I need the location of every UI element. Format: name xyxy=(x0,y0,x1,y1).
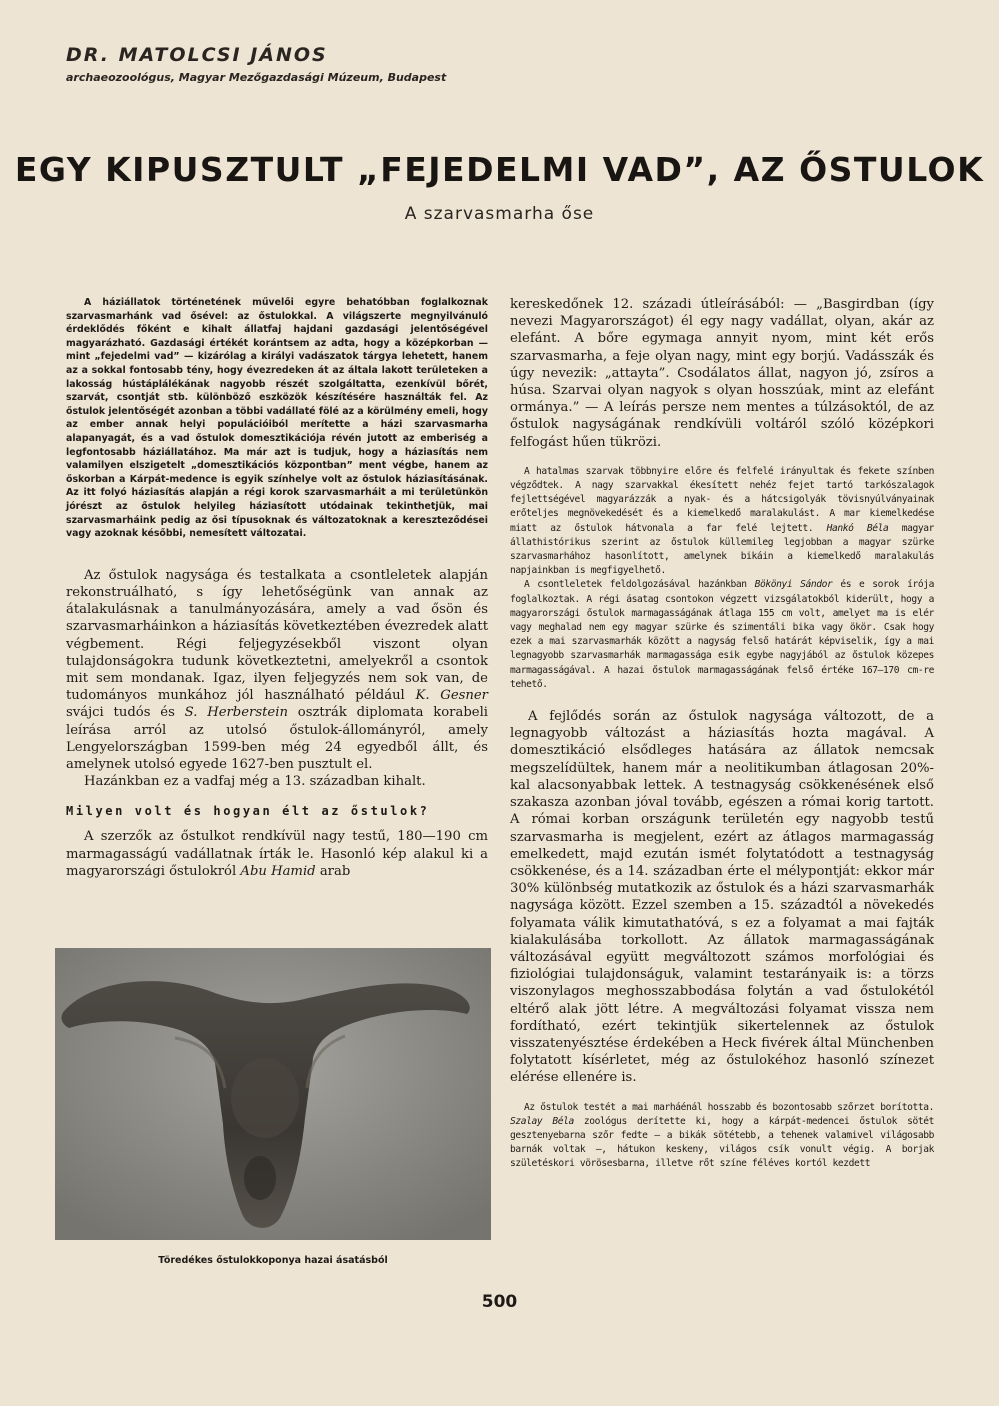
article-title: EGY KIPUSZTULT „FEJEDELMI VAD”, AZ ŐSTULOK xyxy=(14,150,985,189)
body-paragraph: Hazánkban ez a vadfaj még a 13. században kihalt. xyxy=(84,774,426,790)
body-paragraph xyxy=(66,828,488,880)
body-paragraph xyxy=(66,567,488,773)
right-column xyxy=(510,296,934,1172)
person-name: K. Gesner xyxy=(415,688,488,704)
paragraph-text: zoológus derítette ki, hogy a kárpát-medencei őstulok sötét gesztenyebarna szőr fedte — a bikák sötétebb, a tehenek valamivel világosabb barnák voltak —, hátukon keskeny, világos csík vonult végig. A borjak születéskori vörösesbarna, illetve rőt színe féléves kortól kezdett xyxy=(510,1115,934,1170)
paragraph-text: osztrák diplomata korabeli leírása arról az utolsó őstulok-állományról, amely Lengyelországban 1599-ben még 24 egyedből állt, és amelynek utolsó egyede 1627-ben pusztult el. xyxy=(66,705,488,772)
left-column xyxy=(66,296,488,880)
paragraph-text: Az őstulok testét a mai marháénál hosszabb és bozontosabb szőrzet borította. xyxy=(524,1101,934,1113)
paragraph-text: A hatalmas szarvak többnyire előre és felfelé irányultak és fekete színben végződtek. A nagy szarvakkal ékesített nehéz fejet tartó tarkószalagok fejlettségével magyarázzák a nyak- és a hátcsigolyák tövisnyúlványainak erőteljes megnövekedését és a kiemelkedő maralakulást. A mar kiemelkedése miatt az őstulok hátvonala a far felé lejtett. xyxy=(510,465,934,534)
article-subtitle: A szarvasmarha őse xyxy=(404,204,595,224)
body-paragraph: kereskedőnek 12. századi útleírásából: — „Basgirdban (így nevezi Magyarországot) él egy nagy vadállat, olyan, akár az elefánt. A bőre egymaga annyit nyom, mint két erős szarvasmarha, a feje olyan nagy, mint egy borjú. Vadásszák és úgy nevezik: „attayta”. Csodálatos állat, nagyon jó, zsíros a húsa. Szarvai olyan nagyok s olyan hosszúak, mint az elefánt ormánya.” — A leírás persze nem mentes a túlzásoktól, de az őstulok nagyságának rendkívüli voltáról szóló középkori felfogást hűen tükrözi. xyxy=(510,297,934,450)
page-number: 500 xyxy=(481,1292,518,1312)
paragraph-text: arab xyxy=(319,863,351,879)
person-name: Abu Hamid xyxy=(240,863,316,879)
section-heading: Milyen volt és hogyan élt az őstulok? xyxy=(66,804,430,819)
paragraph-text: és e sorok írója foglalkoztak. A régi ásatag csontokon végzett vizsgálatokból kiderült, hogy a magyarországi őstulok marmagasságának átlaga 155 cm volt, amelyet ma is elér vagy meghalad nem egy magyar szürke és szimentáli bika vagy ökör. Csak hogy ezek a mai szarvasmarhák között a nagyság felső határát képviselik, így a mai legnagyobb szarvasmarhák marmagassága esik egybe nagyjából az őstulok közepes marmagasságával. A hazai őstulok marmagasságának felső értéke 167—170 cm-re tehető. xyxy=(510,579,934,690)
figure-caption: Töredékes őstulokkoponya hazai ásatásból xyxy=(158,1255,388,1266)
paragraph-text: A szerzők az őstulkot rendkívül nagy testű, 180—190 cm marmagasságú vadállatnak írták le. Hasonló kép alakul ki a magyarországi őstulokról xyxy=(66,829,488,879)
person-name: Hankó Béla xyxy=(826,522,889,534)
body-paragraph: A fejlődés során az őstulok nagysága változott, de a legnagyobb változást a háziasítás hozta magával. A domesztikáció elsődleges hatására az állatok nemcsak megszelídültek, hanem már a neolitikumban átlagosan 20%-kal alacsonyabbak lettek. A testnagyság csökkenésének első szakasza azonban jóval tovább, egészen a római korig tartott. A római korban országunk területén egy nagyobb testű szarvasmarha is megjelent, ezért az átlagos marmagasság emelkedett, majd ezután ismét folytatódott a testnagyság csökkenése, és a 14. században érte el mélypontját: ekkor már 30% különbség mutatkozik az őstulok és a házi szarvasmarhák nagysága között. Ezzel szemben a 15. századtól a növekedés folyamata válik kimutathatóvá, s ez a folyamat a mai fajták kialakulásába torkollott. Az állatok marmagasságának változásával együtt megváltozott számos morfológiai és fiziológiai tulajdonságuk, valamint testarányaik is: a törzs viszonylagos meghosszabbodása folytán a vad őstulokétól eltérő alak jött létre. A megváltozási folyamat vissza nem fordítható, ezért tekintjük sikertelennek az őstulok visszatenyésztése érdekében a Heck fivérek által Münchenben folytatott kísérletet, még az őstulokéhoz hasonló színezet elérése ellenére is. xyxy=(510,709,934,1086)
skull-illustration xyxy=(55,948,491,1240)
paragraph-text: Az őstulok nagysága és testalkata a csontleletek alapján rekonstruálható, s így lehetőségünk van annak az átalakulásnak a tanulmányozására, amely a vad ősön és szarvasmarháinkon a háziasítás következtében évezredek alatt végbement. Régi feljegyzésekből viszont olyan tulajdonságokra tudunk következtetni, amelyekről a csontok mit sem mondanak. Igaz, ilyen feljegyzés nem sok van, de tudományos munkához jól használható például xyxy=(66,567,488,704)
person-name: Bökönyi Sándor xyxy=(754,579,833,591)
author-name: DR. MATOLCSI JÁNOS xyxy=(66,44,328,66)
author-affiliation: archaeozoológus, Magyar Mezőgazdasági Múzeum, Budapest xyxy=(66,71,447,84)
lead-paragraph: A háziállatok történetének művelői egyre behatóbban foglalkoznak szarvasmarhánk vad ősével: az őstulokkal. A világszerte megnyilvánuló érdeklődés főként e kihalt állatfaj hajdani gazdasági jelentőségével magyarázható. Gazdasági értékét korántsem az adta, hogy a középkorban — mint „fejedelmi vad” — kizárólag a királyi vadászatok tárgya lehetett, hanem az a sokkal fontosabb tény, hogy évezredeken át az általa lakott területeken a lakosság hústáplálékának nagyobb részét szolgáltatta, ezenkívül bőrét, szarvát, csontját stb. különböző eszközök készítésére használták fel. Az őstulok jelentőségét azonban a többi vadállaté fölé az a körülmény emeli, hogy az ember annak helyi populációiból merítette a házi szarvasmarha alapanyagát, és a vad őstulok domesztikációja révén jutott az emberiség a legfontosabb háziállatához. Ma már azt is tudjuk, hogy a háziasítás nem valamilyen elszigetelt „domesztikációs központban” ment végbe, hanem az őskorban a Kárpát-medence is egyik színhelye volt az őstulok háziasításának. Az itt folyó háziasítás alapján a régi korok szarvasmarháit a mi területünkön jórészt az őstulok helyileg háziasított utódainak tekinthetjük, mai szarvasmarháink pedig az ősi típusoknak és változatoknak a kereszteződései vagy azoknak későbbi, nemesített változatai. xyxy=(66,297,488,540)
small-print-paragraph xyxy=(510,465,934,579)
small-print-paragraph xyxy=(510,1101,934,1172)
person-name: Szalay Béla xyxy=(510,1115,574,1127)
small-print-paragraph xyxy=(510,578,934,692)
paragraph-text: A csontleletek feldolgozásával hazánkban xyxy=(524,579,747,591)
paragraph-text: svájci tudós és xyxy=(66,705,175,721)
paragraph-text: magyar állathistórikus szerint az őstulok küllemileg legjobban a magyar szürke szarvasmarhához hasonlított, amelynek bikáin a kiemelkedő maralakulás napjainkban is megfigyelhető. xyxy=(510,522,934,577)
person-name: S. Herberstein xyxy=(184,705,288,721)
skull-photo xyxy=(55,948,491,1240)
